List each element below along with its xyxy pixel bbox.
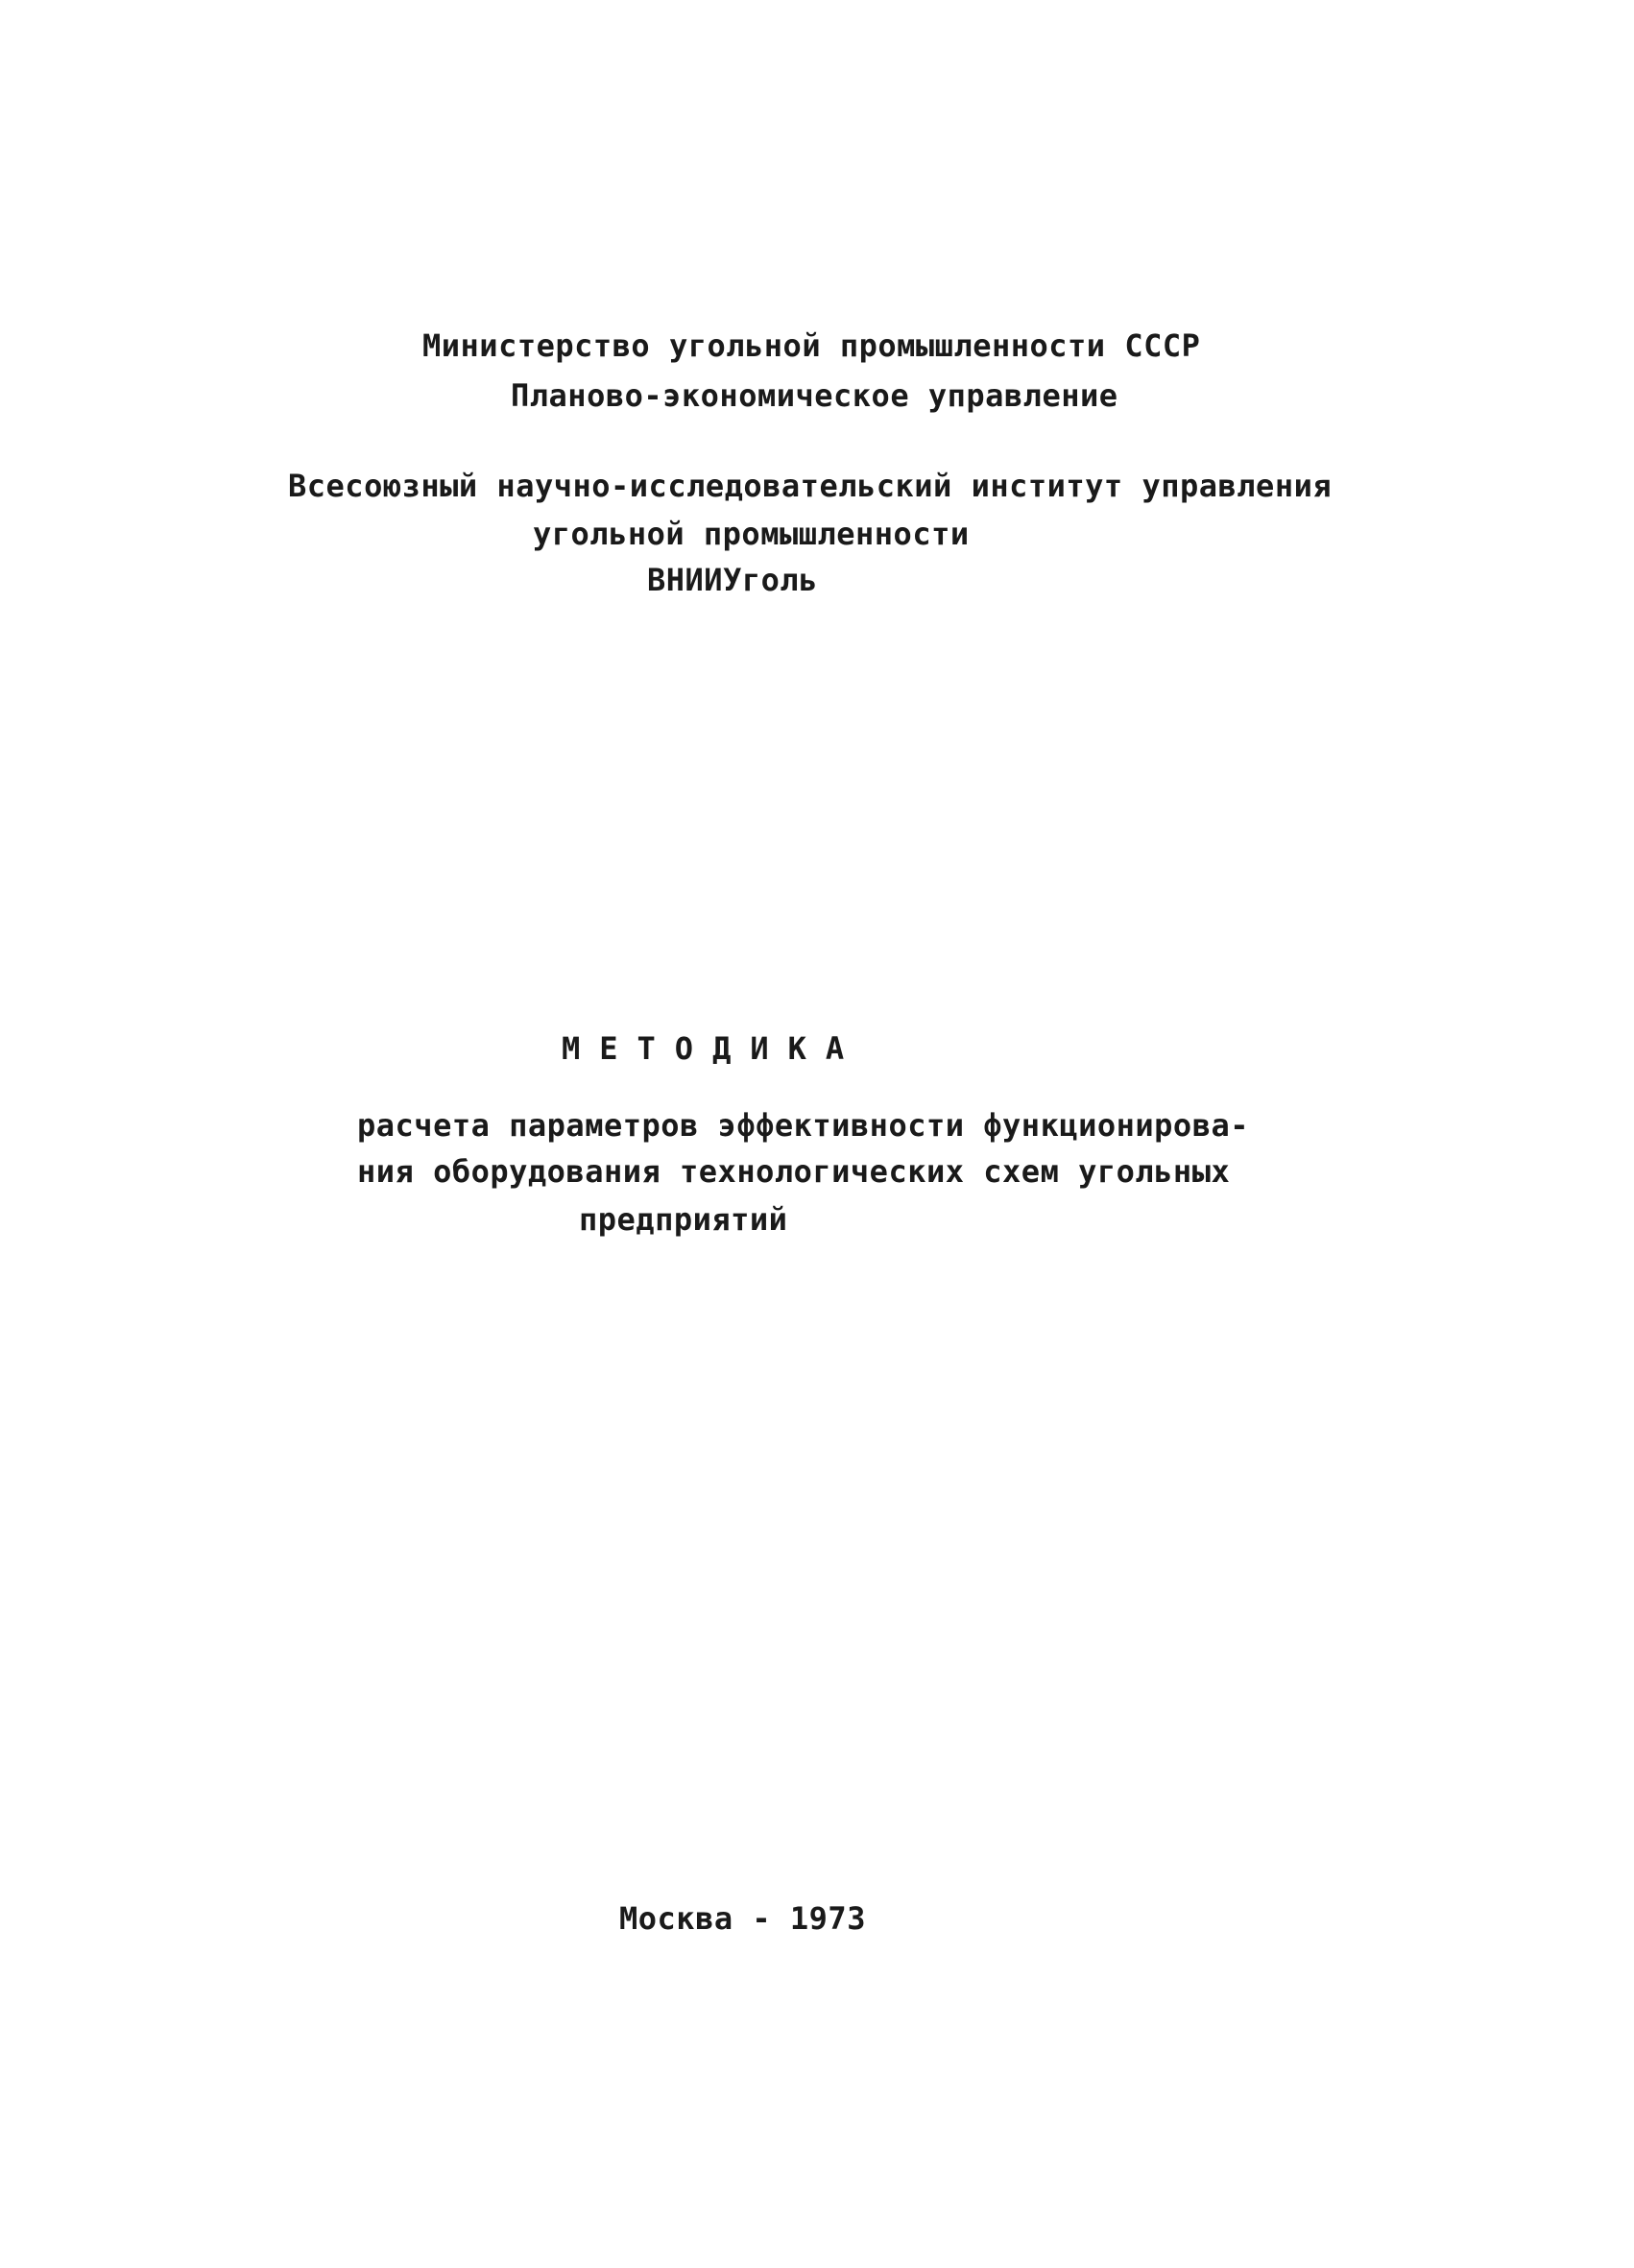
institute-line-1: Всесоюзный научно-исследовательский институт управления <box>288 468 1333 504</box>
document-title: МЕТОДИКА <box>562 1030 864 1067</box>
subtitle-line-2: ния оборудования технологических схем угольных <box>357 1153 1231 1190</box>
institute-abbreviation: ВНИИУголь <box>647 562 818 598</box>
department-line: Планово-экономическое управление <box>511 377 1118 414</box>
place-and-year: Москва - 1973 <box>619 1900 866 1937</box>
ministry-line: Министерство угольной промышленности СССР <box>422 327 1201 364</box>
subtitle-line-3: предприятий <box>579 1201 788 1238</box>
subtitle-line-1: расчета параметров эффективности функционирова- <box>357 1107 1249 1144</box>
institute-line-2: угольной промышленности <box>533 516 970 552</box>
